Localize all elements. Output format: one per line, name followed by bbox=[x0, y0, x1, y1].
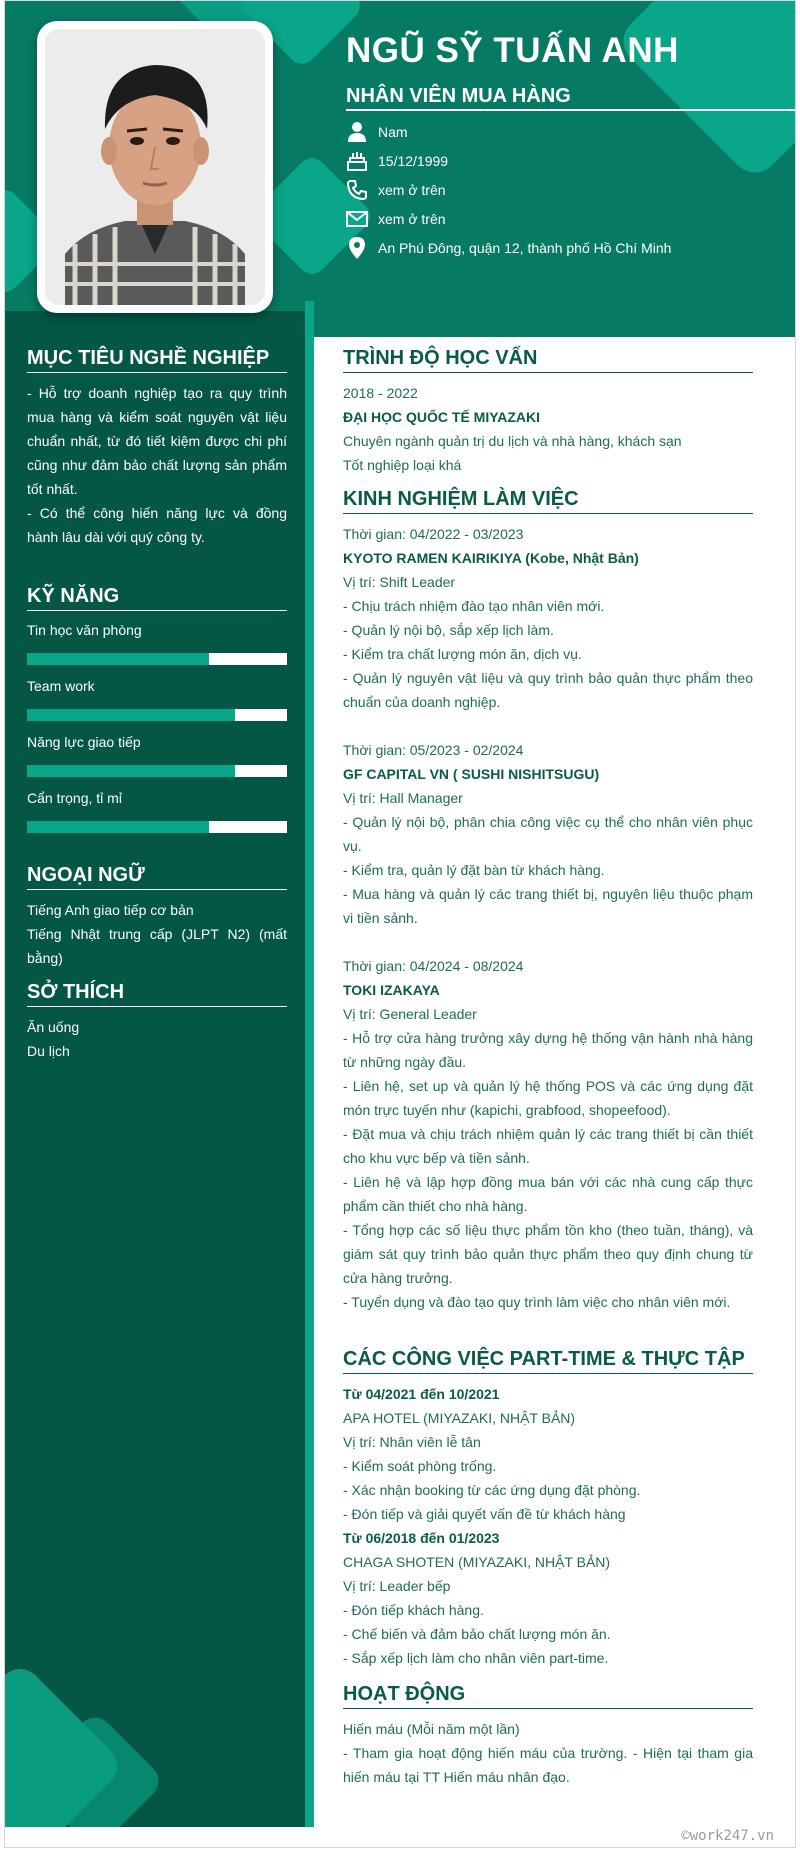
divider bbox=[346, 109, 795, 111]
info-text: 15/12/1999 bbox=[378, 153, 449, 169]
skill-bar bbox=[27, 653, 287, 665]
school-name: ĐẠI HỌC QUỐC TẾ MIYAZAKI bbox=[343, 409, 541, 425]
info-text: An Phú Đông, quận 12, thành phố Hồ Chí Minh bbox=[378, 240, 672, 256]
skill-bar bbox=[27, 821, 287, 833]
section-title: CÁC CÔNG VIỆC PART-TIME & THỰC TẬP bbox=[343, 1348, 753, 1374]
job-task: - Chịu trách nhiệm đào tạo nhân viên mới. bbox=[343, 598, 605, 614]
text-line: Tiếng Anh giao tiếp cơ bản bbox=[27, 902, 194, 918]
mail-icon bbox=[346, 208, 368, 230]
text-line: Chuyên ngành quản trị du lịch và nhà hàng, khách sạn bbox=[343, 433, 682, 449]
watermark: ©work247.vn bbox=[681, 1828, 774, 1844]
skill-bar bbox=[27, 709, 287, 721]
section-title: KỸ NĂNG bbox=[27, 585, 287, 611]
job-task: - Liên hệ và lập hợp đồng mua bán với các nhà cung cấp thực phẩm cần thiết cho nhà hàng. bbox=[343, 1174, 753, 1214]
job-company: GF CAPITAL VN ( SUSHI NISHITSUGU) bbox=[343, 766, 600, 782]
text-line: Hiến máu (Mỗi năm một lần) bbox=[343, 1721, 520, 1737]
job-company: CHAGA SHOTEN (MIYAZAKI, NHẬT BẢN) bbox=[343, 1554, 611, 1570]
info-address bbox=[346, 237, 671, 259]
job-time: Từ 04/2021 đến 10/2021 bbox=[343, 1386, 500, 1402]
location-pin-icon bbox=[346, 237, 368, 259]
info-text: Nam bbox=[378, 124, 408, 140]
job-position: Vị trí: General Leader bbox=[343, 1006, 477, 1022]
job-task: - Đón tiếp và giải quyết vấn đề từ khách hàng bbox=[343, 1506, 626, 1522]
job-task: - Đặt mua và chịu trách nhiệm quản lý các trang thiết bị cần thiết cho khu vực bếp và tiền sảnh. bbox=[343, 1126, 753, 1166]
job-position: Vị trí: Hall Manager bbox=[343, 790, 463, 806]
section-title: SỞ THÍCH bbox=[27, 981, 287, 1007]
text-line: Ăn uống bbox=[27, 1019, 80, 1035]
text-line: - Tham gia hoạt động hiến máu của trường. - Hiện tại tham gia hiến máu tại TT Hiến máu nhân đạo. bbox=[343, 1745, 753, 1785]
skill-label: Năng lực giao tiếp bbox=[27, 734, 141, 750]
info-phone bbox=[346, 179, 446, 201]
skill-label: Team work bbox=[27, 678, 95, 694]
activities-text bbox=[343, 1717, 753, 1789]
cv-page bbox=[4, 0, 796, 1848]
job-task: - Tổng hợp các số liệu thực phẩm tồn kho (theo tuần, tháng), và giám sát quy trình bảo quản thực phẩm theo quy định chung từ cửa hàng trưởng. bbox=[343, 1222, 753, 1286]
experience-text bbox=[343, 522, 753, 1314]
job-task: - Liên hệ, set up và quản lý hệ thống POS và các ứng dụng đặt món trực tuyến như (kapichi, grabfood, shopeefood). bbox=[343, 1078, 753, 1118]
job-time: Thời gian: 04/2024 - 08/2024 bbox=[343, 958, 524, 974]
job-task: - Hỗ trợ cửa hàng trưởng xây dựng hệ thống vận hành nhà hàng từ những ngày đầu. bbox=[343, 1030, 753, 1070]
skill-bar-fill bbox=[27, 709, 235, 721]
skill-label: Cẩn trọng, tỉ mỉ bbox=[27, 790, 122, 806]
info-birthday bbox=[346, 150, 448, 172]
job-task: - Quản lý nội bộ, phân chia công việc cụ thể cho nhân viên phục vụ. bbox=[343, 814, 753, 854]
candidate-name: NGŨ SỸ TUẤN ANH bbox=[346, 31, 679, 70]
accent-strip bbox=[305, 301, 314, 1827]
text-line: Tiếng Nhật trung cấp (JLPT N2) (mất bằng) bbox=[27, 926, 287, 966]
section-title: NGOẠI NGỮ bbox=[27, 864, 287, 890]
parttime-text bbox=[343, 1382, 753, 1670]
activities-section bbox=[343, 1683, 753, 1789]
objective-section bbox=[27, 347, 287, 549]
job-task: - Quản lý nguyên vật liệu và quy trình bảo quản thực phẩm theo chuẩn của doanh nghiệp. bbox=[343, 670, 753, 710]
job-company: TOKI IZAKAYA bbox=[343, 982, 440, 998]
text-line: Tốt nghiệp loại khá bbox=[343, 457, 462, 473]
text-line: Du lịch bbox=[27, 1043, 70, 1059]
job-task: - Kiểm tra, quản lý đặt bàn từ khách hàng. bbox=[343, 862, 605, 878]
job-task: - Tuyển dụng và đào tạo quy trình làm việc cho nhân viên mới. bbox=[343, 1294, 731, 1310]
birthday-cake-icon bbox=[346, 150, 368, 172]
info-gender bbox=[346, 121, 408, 143]
profile-photo bbox=[37, 21, 273, 313]
text-line: - Hỗ trợ doanh nghiệp tạo ra quy trình mua hàng và kiểm soát nguyên vật liệu chuẩn nhất, từ đó tiết kiệm được chi phí cũng như đảm bảo chất lượng sản phẩm tốt nhất. bbox=[27, 385, 287, 497]
objective-text bbox=[27, 381, 287, 549]
job-task: - Xác nhận booking từ các ứng dụng đặt phòng. bbox=[343, 1482, 641, 1498]
parttime-section bbox=[343, 1348, 753, 1670]
skill-bar-fill bbox=[27, 653, 209, 665]
job-title: NHÂN VIÊN MUA HÀNG bbox=[346, 85, 571, 107]
person-icon bbox=[346, 121, 368, 143]
section-title: KINH NGHIỆM LÀM VIỆC bbox=[343, 488, 753, 514]
section-title: MỤC TIÊU NGHỀ NGHIỆP bbox=[27, 347, 287, 373]
skill-bar-fill bbox=[27, 821, 209, 833]
info-email bbox=[346, 208, 446, 230]
hobbies-text bbox=[27, 1015, 287, 1063]
portrait-image bbox=[45, 29, 265, 305]
education-section bbox=[343, 347, 753, 477]
text-line: 2018 - 2022 bbox=[343, 385, 418, 401]
job-task: - Đón tiếp khách hàng. bbox=[343, 1602, 484, 1618]
skill-bar-fill bbox=[27, 765, 235, 777]
decor-shape bbox=[614, 1, 795, 182]
job-time: Từ 06/2018 đến 01/2023 bbox=[343, 1530, 500, 1546]
hobbies-section bbox=[27, 981, 287, 1063]
job-task: - Kiểm tra chất lượng món ăn, dịch vụ. bbox=[343, 646, 582, 662]
job-task: - Kiểm soát phòng trống. bbox=[343, 1458, 497, 1474]
job-time: Thời gian: 05/2023 - 02/2024 bbox=[343, 742, 524, 758]
job-position: Vị trí: Nhân viên lễ tân bbox=[343, 1434, 481, 1450]
section-title: TRÌNH ĐỘ HỌC VẤN bbox=[343, 347, 753, 373]
job-task: - Chế biến và đảm bảo chất lượng món ăn. bbox=[343, 1626, 611, 1642]
job-task: - Quản lý nội bộ, sắp xếp lịch làm. bbox=[343, 622, 554, 638]
job-task: - Mua hàng và quản lý các trang thiết bị, nguyên liệu thuộc phạm vi tiền sảnh. bbox=[343, 886, 753, 926]
skill-label: Tin học văn phòng bbox=[27, 622, 142, 638]
text-line: - Có thể công hiến năng lực và đồng hành lâu dài với quý công ty. bbox=[27, 505, 287, 545]
job-company: KYOTO RAMEN KAIRIKIYA (Kobe, Nhật Bản) bbox=[343, 550, 639, 566]
job-company: APA HOTEL (MIYAZAKI, NHẬT BẢN) bbox=[343, 1410, 576, 1426]
skill-bar bbox=[27, 765, 287, 777]
avatar bbox=[45, 29, 265, 305]
skills-section bbox=[27, 585, 287, 611]
job-time: Thời gian: 04/2022 - 03/2023 bbox=[343, 526, 524, 542]
education-text bbox=[343, 381, 753, 477]
job-position: Vị trí: Shift Leader bbox=[343, 574, 456, 590]
job-task: - Sắp xếp lịch làm cho nhân viên part-time. bbox=[343, 1650, 609, 1666]
job-position: Vị trí: Leader bếp bbox=[343, 1578, 451, 1594]
experience-section bbox=[343, 488, 753, 1314]
languages-text bbox=[27, 898, 287, 970]
languages-section bbox=[27, 864, 287, 970]
section-title: HOẠT ĐỘNG bbox=[343, 1683, 753, 1709]
phone-icon bbox=[346, 179, 368, 201]
info-text: xem ở trên bbox=[378, 211, 446, 227]
info-text: xem ở trên bbox=[378, 182, 446, 198]
